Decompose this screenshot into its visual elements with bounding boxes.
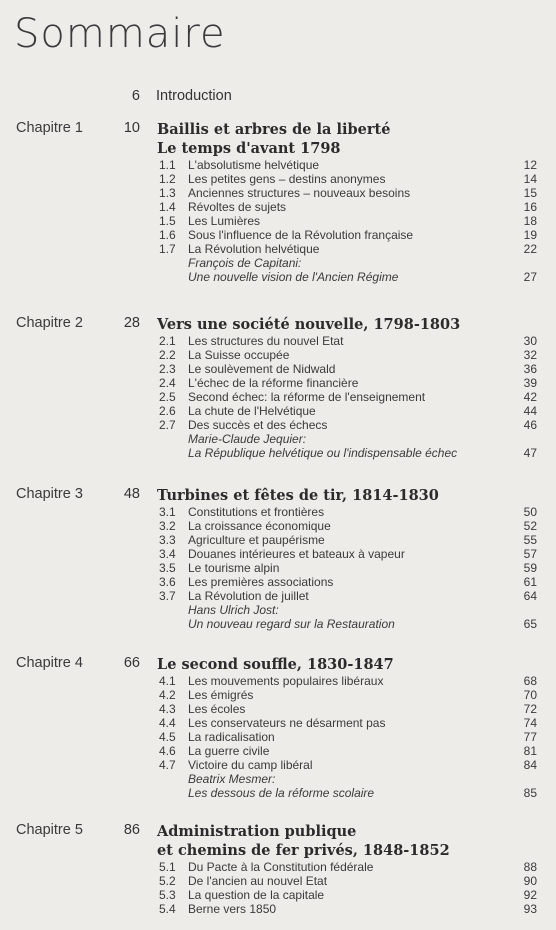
section-title: Les Lumières [188,214,261,228]
section-row [0,561,556,575]
chapter-title [157,120,497,158]
section-title: Les premières associations [188,575,334,589]
section-title: Agriculture et paupérisme [188,533,325,547]
essay-title-row [0,446,556,460]
section-title: La Suisse occupée [188,348,290,362]
section-number: 3.3 [159,533,176,547]
section-number: 4.2 [159,688,176,702]
section-page-number: 57 [523,547,537,561]
section-page-number: 93 [523,902,537,916]
section-page-number: 39 [523,376,537,390]
essay-page-number: 47 [523,446,537,460]
section-row [0,362,556,376]
section-page-number: 84 [523,758,537,772]
section-title: La croissance économique [188,519,331,533]
section-row [0,888,556,902]
section-list [0,505,556,631]
section-page-number: 44 [523,404,537,418]
section-title: Anciennes structures – nouveaux besoins [188,186,411,200]
essay-page-number: 27 [523,270,537,284]
section-number: 2.4 [159,376,176,390]
section-title: Second échec: la réforme de l'enseignement [188,390,426,404]
chapter-page-number: 48 [123,486,140,502]
intro-page-number: 6 [131,88,140,104]
chapter-title-line: Le temps d'avant 1798 [157,140,341,157]
section-number: 4.6 [159,744,176,758]
section-page-number: 15 [523,186,537,200]
section-row [0,334,556,348]
section-number: 1.7 [159,242,176,256]
section-number: 4.1 [159,674,176,688]
section-title: L'échec de la réforme financière [188,376,359,390]
intro-label: Introduction [156,88,232,104]
section-number: 3.5 [159,561,176,575]
essay-title: La République helvétique ou l'indispensable échec [188,446,458,460]
section-title: Des succès et des échecs [188,418,328,432]
chapter-title [157,655,497,674]
section-row [0,730,556,744]
essay-author: Hans Ulrich Jost: [188,603,279,617]
section-page-number: 59 [523,561,537,575]
section-row [0,589,556,603]
section-list [0,674,556,800]
section-title: Sous l'influence de la Révolution française [188,228,414,242]
section-number: 1.4 [159,200,176,214]
page-title: Sommaire [14,11,226,57]
section-page-number: 16 [523,200,537,214]
section-row [0,186,556,200]
section-row [0,376,556,390]
section-page-number: 81 [523,744,537,758]
section-row [0,533,556,547]
section-title: La radicalisation [188,730,275,744]
section-title: Les structures du nouvel Etat [188,334,344,348]
section-row [0,688,556,702]
section-title: Le tourisme alpin [188,561,280,575]
chapter-title-line: Administration publique [157,823,357,840]
section-page-number: 90 [523,874,537,888]
section-number: 5.3 [159,888,176,902]
intro-row [0,88,556,108]
section-page-number: 72 [523,702,537,716]
section-row [0,418,556,432]
section-page-number: 68 [523,674,537,688]
section-title: Le soulèvement de Nidwald [188,362,336,376]
section-row [0,242,556,256]
section-row [0,674,556,688]
chapter-label: Chapitre 5 [16,822,83,838]
section-page-number: 22 [523,242,537,256]
section-number: 4.4 [159,716,176,730]
essay-title-row [0,270,556,284]
section-page-number: 50 [523,505,537,519]
chapter-title-line: Vers une société nouvelle, 1798-1803 [157,316,461,333]
section-row [0,575,556,589]
section-title: Les petites gens – destins anonymes [188,172,386,186]
chapter-title-line: Turbines et fêtes de tir, 1814-1830 [157,487,439,504]
chapter-title [157,315,497,334]
section-page-number: 18 [523,214,537,228]
section-list [0,158,556,284]
section-page-number: 30 [523,334,537,348]
essay-author-row [0,432,556,446]
section-number: 1.1 [159,158,176,172]
section-number: 4.7 [159,758,176,772]
essay-title-row [0,617,556,631]
chapter-title-line: Baillis et arbres de la liberté [157,121,391,138]
section-row [0,716,556,730]
essay-author-row [0,603,556,617]
section-title: La guerre civile [188,744,270,758]
section-number: 1.6 [159,228,176,242]
section-number: 3.7 [159,589,176,603]
section-title: Les mouvements populaires libéraux [188,674,384,688]
section-title: La question de la capitale [188,888,325,902]
essay-title: Un nouveau regard sur la Restauration [188,617,395,631]
section-page-number: 14 [523,172,537,186]
section-number: 2.2 [159,348,176,362]
chapter-label: Chapitre 2 [16,315,83,331]
essay-page-number: 85 [523,786,537,800]
essay-author: François de Capitani: [188,256,302,270]
section-number: 3.6 [159,575,176,589]
section-list [0,334,556,460]
section-row [0,200,556,214]
section-page-number: 19 [523,228,537,242]
section-title: Les émigrés [188,688,254,702]
essay-author: Marie-Claude Jequier: [188,432,307,446]
section-row [0,404,556,418]
section-page-number: 61 [523,575,537,589]
essay-title: Les dessous de la réforme scolaire [188,786,375,800]
section-title: La Révolution helvétique [188,242,320,256]
chapter-label: Chapitre 3 [16,486,83,502]
essay-title-row [0,786,556,800]
chapter-title [157,822,497,860]
chapter-title [157,486,497,505]
section-row [0,744,556,758]
section-row [0,158,556,172]
section-number: 4.5 [159,730,176,744]
essay-page-number: 65 [523,617,537,631]
section-number: 5.4 [159,902,176,916]
section-row [0,547,556,561]
section-number: 2.7 [159,418,176,432]
section-row [0,758,556,772]
section-page-number: 74 [523,716,537,730]
essay-author-row [0,772,556,786]
section-number: 2.6 [159,404,176,418]
section-row [0,902,556,916]
section-page-number: 46 [523,418,537,432]
section-title: La Révolution de juillet [188,589,309,603]
section-page-number: 36 [523,362,537,376]
section-number: 2.1 [159,334,176,348]
chapter-label: Chapitre 4 [16,655,83,671]
section-page-number: 70 [523,688,537,702]
section-page-number: 32 [523,348,537,362]
section-title: L'absolutisme helvétique [188,158,320,172]
chapter-label: Chapitre 1 [16,120,83,136]
section-row [0,505,556,519]
section-title: Révoltes de sujets [188,200,287,214]
section-number: 2.5 [159,390,176,404]
essay-author: Beatrix Mesmer: [188,772,276,786]
chapter-title-line: et chemins de fer privés, 1848-1852 [157,842,450,859]
section-title: Les écoles [188,702,246,716]
section-page-number: 52 [523,519,537,533]
section-row [0,228,556,242]
section-page-number: 42 [523,390,537,404]
chapter-page-number: 86 [123,822,140,838]
section-title: Les conservateurs ne désarment pas [188,716,386,730]
section-page-number: 88 [523,860,537,874]
section-row [0,172,556,186]
section-title: Victoire du camp libéral [188,758,313,772]
section-row [0,519,556,533]
section-number: 5.2 [159,874,176,888]
section-number: 2.3 [159,362,176,376]
section-page-number: 64 [523,589,537,603]
section-number: 1.3 [159,186,176,200]
section-number: 3.4 [159,547,176,561]
essay-author-row [0,256,556,270]
section-number: 1.5 [159,214,176,228]
section-title: Douanes intérieures et bateaux à vapeur [188,547,405,561]
chapter-page-number: 66 [123,655,140,671]
essay-title: Une nouvelle vision de l'Ancien Régime [188,270,399,284]
chapter-title-line: Le second souffle, 1830-1847 [157,656,394,673]
section-title: Du Pacte à la Constitution fédérale [188,860,374,874]
section-row [0,702,556,716]
chapter-page-number: 10 [123,120,140,136]
section-page-number: 92 [523,888,537,902]
section-row [0,860,556,874]
section-page-number: 55 [523,533,537,547]
section-number: 4.3 [159,702,176,716]
section-number: 3.2 [159,519,176,533]
section-row [0,214,556,228]
section-row [0,348,556,362]
section-number: 1.2 [159,172,176,186]
section-number: 3.1 [159,505,176,519]
section-page-number: 12 [523,158,537,172]
section-page-number: 77 [523,730,537,744]
section-title: Constitutions et frontières [188,505,325,519]
chapter-page-number: 28 [123,315,140,331]
section-title: Berne vers 1850 [188,902,277,916]
section-row [0,874,556,888]
section-number: 5.1 [159,860,176,874]
section-row [0,390,556,404]
section-title: De l'ancien au nouvel Etat [188,874,328,888]
section-title: La chute de l'Helvétique [188,404,316,418]
section-list [0,860,556,916]
